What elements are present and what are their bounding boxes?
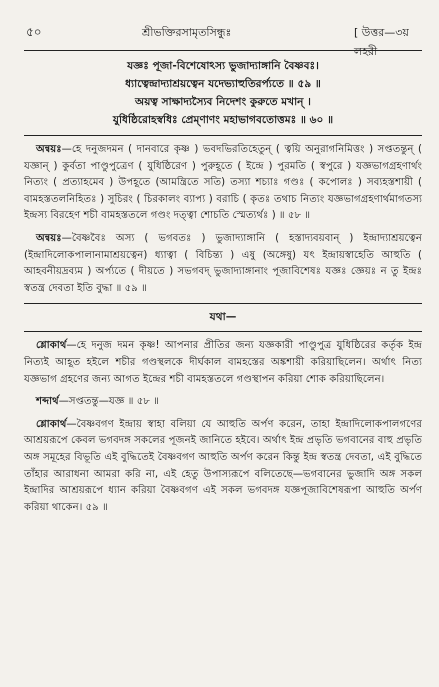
book-title: শ্রীভক্তিরসামৃতসিন্ধুঃ — [142, 26, 232, 39]
section-rule — [24, 303, 422, 304]
page — [24, 24, 422, 516]
shlokartha-text: —হে দনুজ দমন কৃষ্ণ! আপনার প্রীতির জন্য যজ্ঞকারী পাণ্ডুপুত্র যুধিষ্ঠিরের কর্তৃক ইন্দ্র নিত্যই আহূত হইলে শচীর গণ্ডস্থলকে দীর্ঘকাল বামহস্তের অঙ্কশায়ী করিয়াছিলেন। অর্থাৎ নিত্য যজ্ঞভাগ গ্রহণের জন্য আগত ইন্দ্রের শচী বামহস্ততলে গণ্ডস্থাপন করিয়া শোক করিয়াছিলেন। — [24, 340, 422, 385]
anvaya-text: —বৈষ্ণবৈঃ অস্য ( ভগবতঃ ) ভুজাদ্যাঙ্গানি ( হস্তাদ্যবয়বান্ ) ইন্দ্রাদ্যাশ্রয়ত্বেন (ইন্দ্রাদিলোকপালানামাশ্রয়ত্বেন) ধ্যাত্বা ( বিচিন্ত্য ) এষু (অঙ্গেষু) যৎ ইন্দ্রায়স্বাহেতি আহুতি ( আহবনীয়দ্রব্যম ) অর্প্যতে ( দীয়তে ) সভগবদ্ ভুজাদ্যাঙ্গানাং পূজাবিশেষঃ যজ্ঞঃ জ্ঞেয়ঃ ন তু ইন্দ্রঃ স্বতন্ত্র দেবতা ইতি বুদ্ধা ॥ ৫৯ ॥ — [24, 232, 422, 294]
page-number: ৫০ — [26, 25, 42, 39]
shabdartha-paragraph — [24, 394, 422, 411]
anvaya-label: অন্বয়ঃ — [36, 144, 62, 155]
shlokartha-paragraph-2 — [24, 417, 422, 517]
verse-line: যজ্ঞঃ পূজা-বিশেষোঽস্য ভুজাদ্যাঙ্গানি বৈষ্ণবঃ। — [127, 60, 319, 72]
anvaya-paragraph-1 — [24, 142, 422, 225]
verse-rule — [24, 135, 422, 136]
verse-line: যুধিষ্ঠিরোহস্বধিঃ প্রেম্ণাণং মহাভাগবতোত্তমঃ ॥ ৬০ ॥ — [112, 114, 334, 126]
verse-line: ধ্যাত্বেন্দ্রাদ্যাশ্রয়ত্বেন যদেভ্যাহুতিরর্প্যতে ॥ ৫৯ ॥ — [125, 78, 321, 90]
shlokartha-label: শ্লোকার্থ — [36, 418, 67, 430]
shlokartha-label: শ্লোকার্থ — [36, 340, 67, 352]
page-header — [24, 24, 422, 58]
verse-line: অয়ত্ব সাক্ষাদ্যস্যৈব নিদেশং কুরুতে মখান্ । — [135, 96, 311, 108]
shabdartha-label: শব্দার্থ — [36, 396, 59, 408]
yatha-rule — [24, 331, 422, 332]
anvaya-label: অন্বয়ঃ — [36, 232, 62, 244]
anvaya-paragraph-2 — [24, 231, 422, 297]
shabdartha-text: —সপ্ততন্তু—যজ্ঞ ॥ ৫৮ ॥ — [58, 396, 159, 408]
verse-block — [24, 57, 422, 129]
section-label: [ উত্তর—৩য় লহরী — [354, 26, 409, 58]
anvaya-text: —হে দনুজদমন ( দানবারে কৃষ্ণ ) ভবদভিরতিহেতুন্ ( ত্বয়ি অনুরাগনিমিত্তং ) সপ্ততন্তুন্ ( যজ্ঞান্ ) কুর্বতা পাণ্ডুপুত্রেণ ( যুধিষ্ঠিরেণ ) পুরুহূতে ( ইন্দ্রে ) পুরমতি ( স্বপুরে ) যজ্ঞভাগগ্রহণার্থং নিত্যং ( প্রত্যাহমেব ) উপহূতে (আমন্ত্রিতে সতি) তস্যা শচ্যাঃ গণ্ডঃ ( কপোলঃ ) সব্যহস্তশায়ী ( বামহস্ততলনিহিতঃ ) সুচিরং ( চিরকালং ব্যাপ্য ) বরাচি ( কৃতঃ তথাচ নিত্যং যজ্ঞভাগগ্রহণার্থমাগতস্য ইন্দ্রস্য বিরহেণ শচী বামহস্ততলে গণ্ডং দত্ত্বা শোচতি স্মেত্যর্থঃ ) ॥ ৫৮ ॥ — [24, 144, 422, 222]
yatha-heading: যথা— — [209, 311, 237, 324]
shlokartha-text: —বৈষ্ণবগণ ইন্দ্রায় স্বাহা বলিয়া যে আহুতি অর্পণ করেন, তাহা ইন্দ্রাদিলোকপালগণের আশ্রয়রূপে কেবল ভগবদঙ্গ সকলের পূজনই জানিতে হইবে। অর্থাৎ ইন্দ্র প্রভৃতি ভগবানের বাহু প্রভৃতি অঙ্গ সমূহের বিভূতি এই বুদ্ধিতেই বৈষ্ণবগণ আহুতি অর্পণ করেন কিন্তু ইন্দ্র স্বতন্ত্র দেবতা, এই বুদ্ধিতে তাঁহার আরাধনা আমরা করি না, এই হেতু উপাস্যরূপে বলিতেছে—ভগবানের ভুজাদি অঙ্গ সকল ইন্দ্রাদির আশ্রয়রূপে ধ্যান করিয়া বৈষ্ণবগণ এই সকল ভগবদঙ্গ যজ্ঞপূজাবিশেষরূপা আহুতি অর্পণ করিয়া থাকেন। ৫৯ ॥ — [24, 418, 422, 513]
shlokartha-paragraph-1 — [24, 338, 422, 388]
